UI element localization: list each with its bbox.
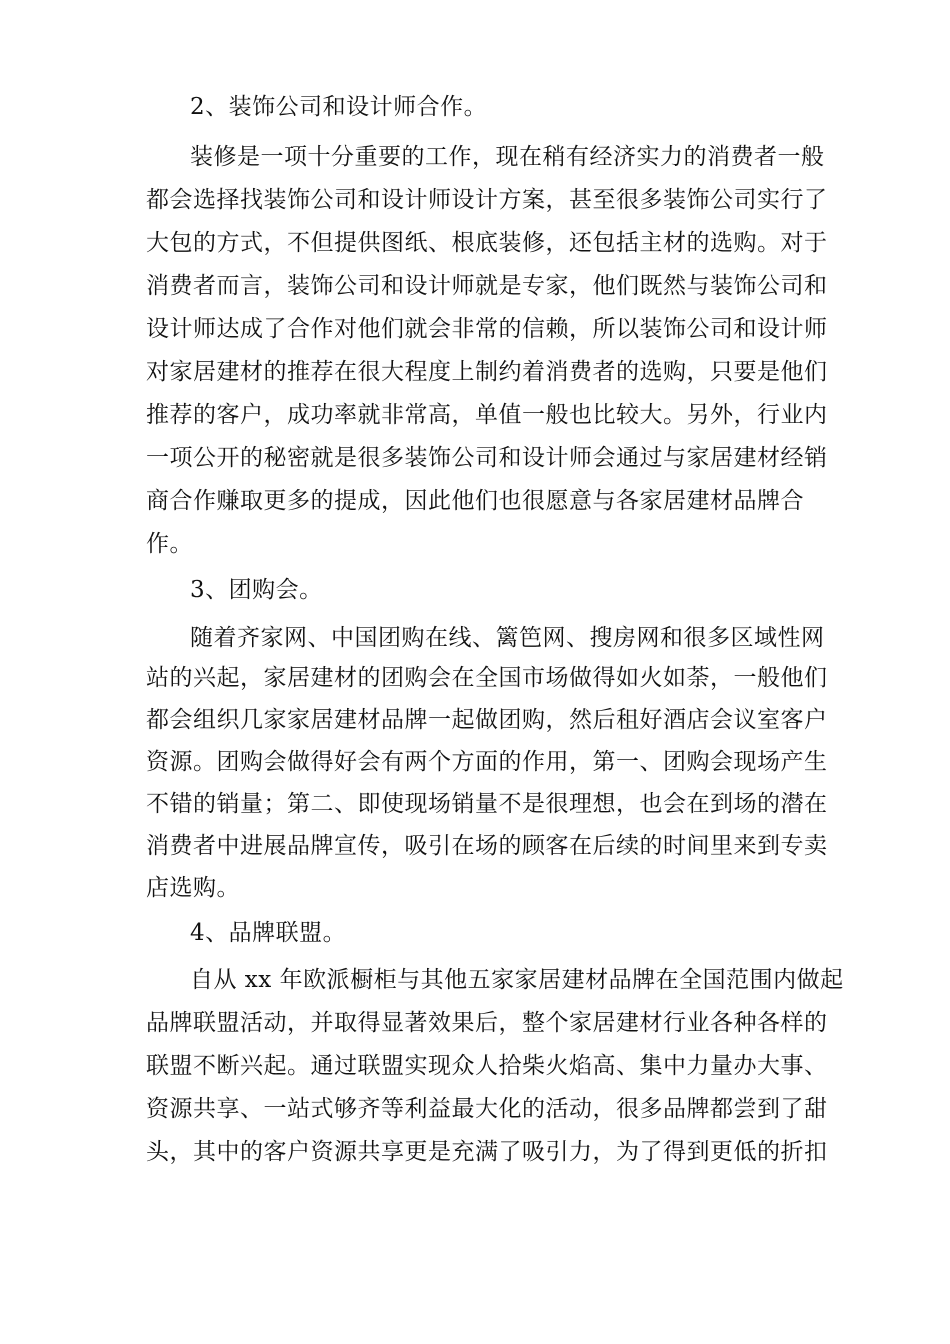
- paragraph-line: 消费者中进展品牌宣传，吸引在场的顾客在后续的时间里来到专卖: [146, 833, 828, 859]
- paragraph-line: 资源。团购会做得好会有两个方面的作用，第一、团购会现场产生: [146, 749, 828, 775]
- paragraph-line: 推荐的客户，成功率就非常高，单值一般也比较大。另外，行业内: [146, 402, 828, 428]
- paragraph-line: 站的兴起，家居建材的团购会在全国市场做得如火如荼，一般他们: [146, 665, 828, 691]
- paragraph-line: 随着齐家网、中国团购在线、篱笆网、搜房网和很多区域性网: [190, 625, 825, 651]
- paragraph-line: 作。: [146, 531, 193, 557]
- paragraph-line: 大包的方式，不但提供图纸、根底装修，还包括主材的选购。对于: [146, 230, 828, 256]
- paragraph-line: 商合作赚取更多的提成，因此他们也很愿意与各家居建材品牌合: [146, 488, 804, 514]
- paragraph-line: 品牌联盟活动，并取得显著效果后，整个家居建材行业各种各样的: [146, 1010, 828, 1036]
- section-heading-4: 4、品牌联盟。: [190, 920, 347, 946]
- paragraph-line: 都会选择找装饰公司和设计师设计方案，甚至很多装饰公司实行了: [146, 187, 828, 213]
- paragraph-line: 一项公开的秘密就是很多装饰公司和设计师会通过与家居建材经销: [146, 445, 828, 471]
- paragraph-line: 资源共享、一站式够齐等利益最大化的活动，很多品牌都尝到了甜: [146, 1096, 828, 1122]
- paragraph-line: 对家居建材的推荐在很大程度上制约着消费者的选购，只要是他们: [146, 359, 828, 385]
- section-heading-3: 3、团购会。: [190, 577, 323, 603]
- paragraph-line: 联盟不断兴起。通过联盟实现众人拾柴火焰高、集中力量办大事、: [146, 1053, 828, 1079]
- paragraph-line: 店选购。: [146, 875, 240, 901]
- paragraph-line: 都会组织几家家居建材品牌一起做团购，然后租好酒店会议室客户: [146, 707, 828, 733]
- paragraph-line: 不错的销量；第二、即使现场销量不是很理想，也会在到场的潜在: [146, 791, 828, 817]
- paragraph-line: 设计师达成了合作对他们就会非常的信赖，所以装饰公司和设计师: [146, 316, 828, 342]
- paragraph-line: 消费者而言，装饰公司和设计师就是专家，他们既然与装饰公司和: [146, 273, 828, 299]
- paragraph-line: 自从 xx 年欧派橱柜与其他五家家居建材品牌在全国范围内做起: [190, 967, 844, 993]
- paragraph-line: 装修是一项十分重要的工作，现在稍有经济实力的消费者一般: [190, 144, 825, 170]
- section-heading-2: 2、装饰公司和设计师合作。: [190, 94, 488, 120]
- paragraph-line: 头，其中的客户资源共享更是充满了吸引力，为了得到更低的折扣: [146, 1139, 828, 1165]
